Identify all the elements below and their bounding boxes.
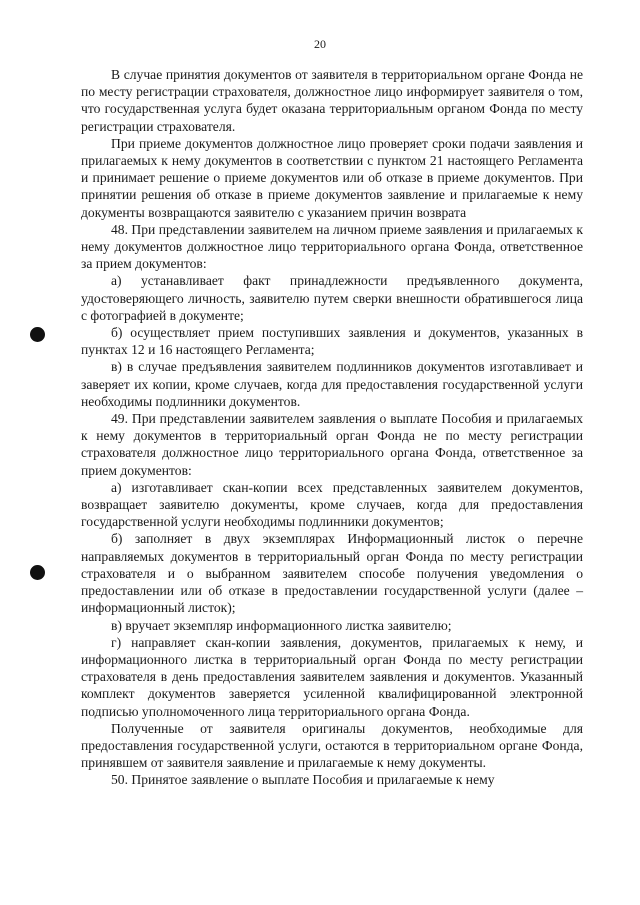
paragraph-48-v: в) в случае предъявления заявителем подлинников документов изготавливает и заверяет их копии, кроме случаев, когда для предоставления государственной услуги необходимы подлинники документов. [81, 359, 583, 409]
page-number: 20 [314, 37, 326, 51]
paragraph-info-territorial-organ: В случае принятия документов от заявителя в территориальном органе Фонда не по месту регистрации страхователя, должностное лицо информирует заявителя о том, что государственная услуга будет оказана территориальным органом Фонда по месту регистрации страхователя. [81, 67, 583, 134]
paragraph-49-a: а) изготавливает скан-копии всех представленных заявителем документов, возвращает заявителю документы, кроме случаев, когда для предоставления государственной услуги необходимы подлинники документов; [81, 479, 583, 530]
paragraph-49-v: в) вручает экземпляр информационного листка заявителю; [111, 617, 452, 633]
document-body [81, 66, 583, 789]
paragraph-48: 48. При представлении заявителем на личном приеме заявления и прилагаемых к нему документов должностное лицо территориального органа Фонда, ответственное за прием документов: [81, 221, 583, 272]
paragraph-49-g: г) направляет скан-копии заявления, документов, прилагаемых к нему, и информационного листка в территориальный орган Фонда по месту регистрации страхователя в день предоставления заявителем заявления и документов. Указанный комплект документов заверяется усиленной квалифицированной электронной подписью уполномоченного лица территориального органа Фонда. [81, 634, 583, 719]
paragraph-48-a: а) устанавливает факт принадлежности предъявленного документа, удостоверяющего личность, заявителю путем сверки внешности обратившегося лица с фотографией в документе; [81, 273, 583, 323]
paragraph-originals: Полученные от заявителя оригиналы документов, необходимые для предоставления государственной услуги, остаются в территориальном органе Фонда, принявшем от заявителя заявление и прилагаемые к нему документы. [81, 720, 583, 771]
punch-hole [30, 327, 45, 342]
paragraph-48-b: б) осуществляет прием поступивших заявления и документов, указанных в пунктах 12 и 16 настоящего Регламента; [81, 325, 583, 358]
paragraph-49: 49. При представлении заявителем заявления о выплате Пособия и прилагаемых к нему документов в территориальный орган Фонда не по месту регистрации страхователя должностное лицо территориального органа Фонда, ответственное за прием документов: [81, 411, 583, 478]
paragraph-50: 50. Принятое заявление о выплате Пособия и прилагаемые к нему [111, 772, 495, 788]
punch-hole [30, 565, 45, 580]
paragraph-document-check: При приеме документов должностное лицо проверяет сроки подачи заявления и прилагаемых к нему документов в соответствии с пунктом 21 настоящего Регламента и принимает решение о приеме документов или об отказе в приеме документов. При принятии решения об отказе в приеме документов заявление и прилагаемые к нему документы возвращаются заявителю с указанием причин возврата [81, 135, 583, 220]
paragraph-49-b: б) заполняет в двух экземплярах Информационный листок о перечне направляемых документов в территориальный орган Фонда по месту регистрации страхователя и о выбранном заявителем способе получения уведомления о предоставлении или об отказе в предоставлении государственной услуги (далее – информационный листок); [81, 531, 583, 616]
